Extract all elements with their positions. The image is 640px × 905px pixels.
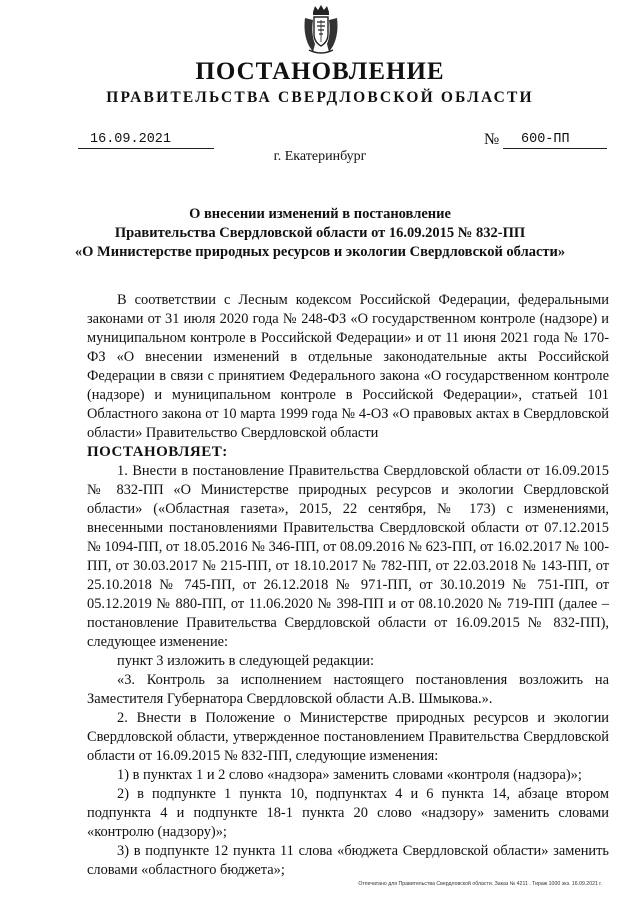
document-heading — [40, 205, 600, 262]
decree-word: ПОСТАНОВЛЯЕТ: — [87, 444, 228, 460]
print-footer-note: Отпечатано для Правительства Свердловской области. Заказ № 4211 . Тираж 1000 экз. 16.09.2021 г. — [358, 881, 602, 887]
paragraph-3: «3. Контроль за исполнением настоящего постановления возложить на Заместителя Губернатора Свердловской области А.В. Шмыкова.». — [87, 672, 609, 707]
paragraph-1: 1. Внести в постановление Правительства Свердловской области от 16.09.2015 № 832-ПП «О Министерстве природных ресурсов и экологии Свердловской области» («Областная газета», 2015, 22 сентября, № 173) с изменениями, внесенными постановлениями Правительства Свердловской области от 07.12.2015 № 1094-ПП, от 18.05.2016 № 346-ПП, от 08.09.2016 № 623-ПП, от 16.02.2017 № 100-ПП, от 30.03.2017 № 215-ПП, от 18.10.2017 № 782-ПП, от 22.03.2018 № 143-ПП, от 25.10.2018 № 745-ПП, от 26.12.2018 № 971-ПП, от 30.10.2019 № 751-ПП, от 05.12.2019 № 880-ПП, от 11.06.2020 № 398-ПП и от 08.10.2020 № 719-ПП (далее – постановление Правительства Свердловской области от 16.09.2015 № 832-ПП), следующее изменение: — [87, 463, 609, 650]
heading-line-3: «О Министерстве природных ресурсов и экологии Свердловской области» — [74, 244, 566, 260]
document-title: ПОСТАНОВЛЕНИЕ — [195, 58, 445, 85]
document-city: г. Екатеринбург — [273, 149, 367, 164]
document-body — [87, 291, 609, 880]
paragraph-6: 2) в подпункте 1 пункта 10, подпунктах 4 и 6 пункта 14, абзаце втором подпункта 4 и подпункте 18-1 пункта 20 слово «надзору» заменить словами «контролю (надзору)»; — [87, 786, 609, 840]
paragraph-4: 2. Внести в Положение о Министерстве природных ресурсов и экологии Свердловской области, утвержденное постановлением Правительства Свердловской области от 16.09.2015 № 832-ПП, следующие изменения: — [87, 710, 609, 764]
heading-line-2: Правительства Свердловской области от 16.09.2015 № 832-ПП — [114, 225, 526, 241]
preamble-paragraph: В соответствии с Лесным кодексом Российской Федерации, федеральными законами от 31 июля 2020 года № 248-ФЗ «О государственном контроле (надзоре) и муниципальном контроле в Российской Федерации» и от 11 июня 2021 года № 170-ФЗ «О внесении изменений в отдельные законодательные акты Российской Федерации в связи с принятием Федерального закона «О государственном контроле (надзоре) и муниципальном контроле в Российской Федерации», статьей 101 Областного закона от 10 марта 1999 года № 4-ОЗ «О правовых актах в Свердловской области» Правительство Свердловской области — [87, 292, 609, 441]
paragraph-2: пункт 3 изложить в следующей редакции: — [117, 653, 374, 669]
document-subtitle: ПРАВИТЕЛЬСТВА СВЕРДЛОВСКОЙ ОБЛАСТИ — [106, 89, 534, 106]
paragraph-5: 1) в пунктах 1 и 2 слово «надзора» заменить словами «контроля (надзора)»; — [117, 767, 582, 783]
heading-line-1: О внесении изменений в постановление — [189, 206, 451, 222]
number-label: № — [484, 131, 500, 148]
document-number: 600-ПП — [503, 131, 607, 149]
document-date: 16.09.2021 — [78, 131, 214, 149]
paragraph-7: 3) в подпункте 12 пункта 11 слова «бюджета Свердловской области» заменить словами «областного бюджета»; — [87, 843, 609, 878]
coat-of-arms-emblem — [301, 4, 341, 56]
